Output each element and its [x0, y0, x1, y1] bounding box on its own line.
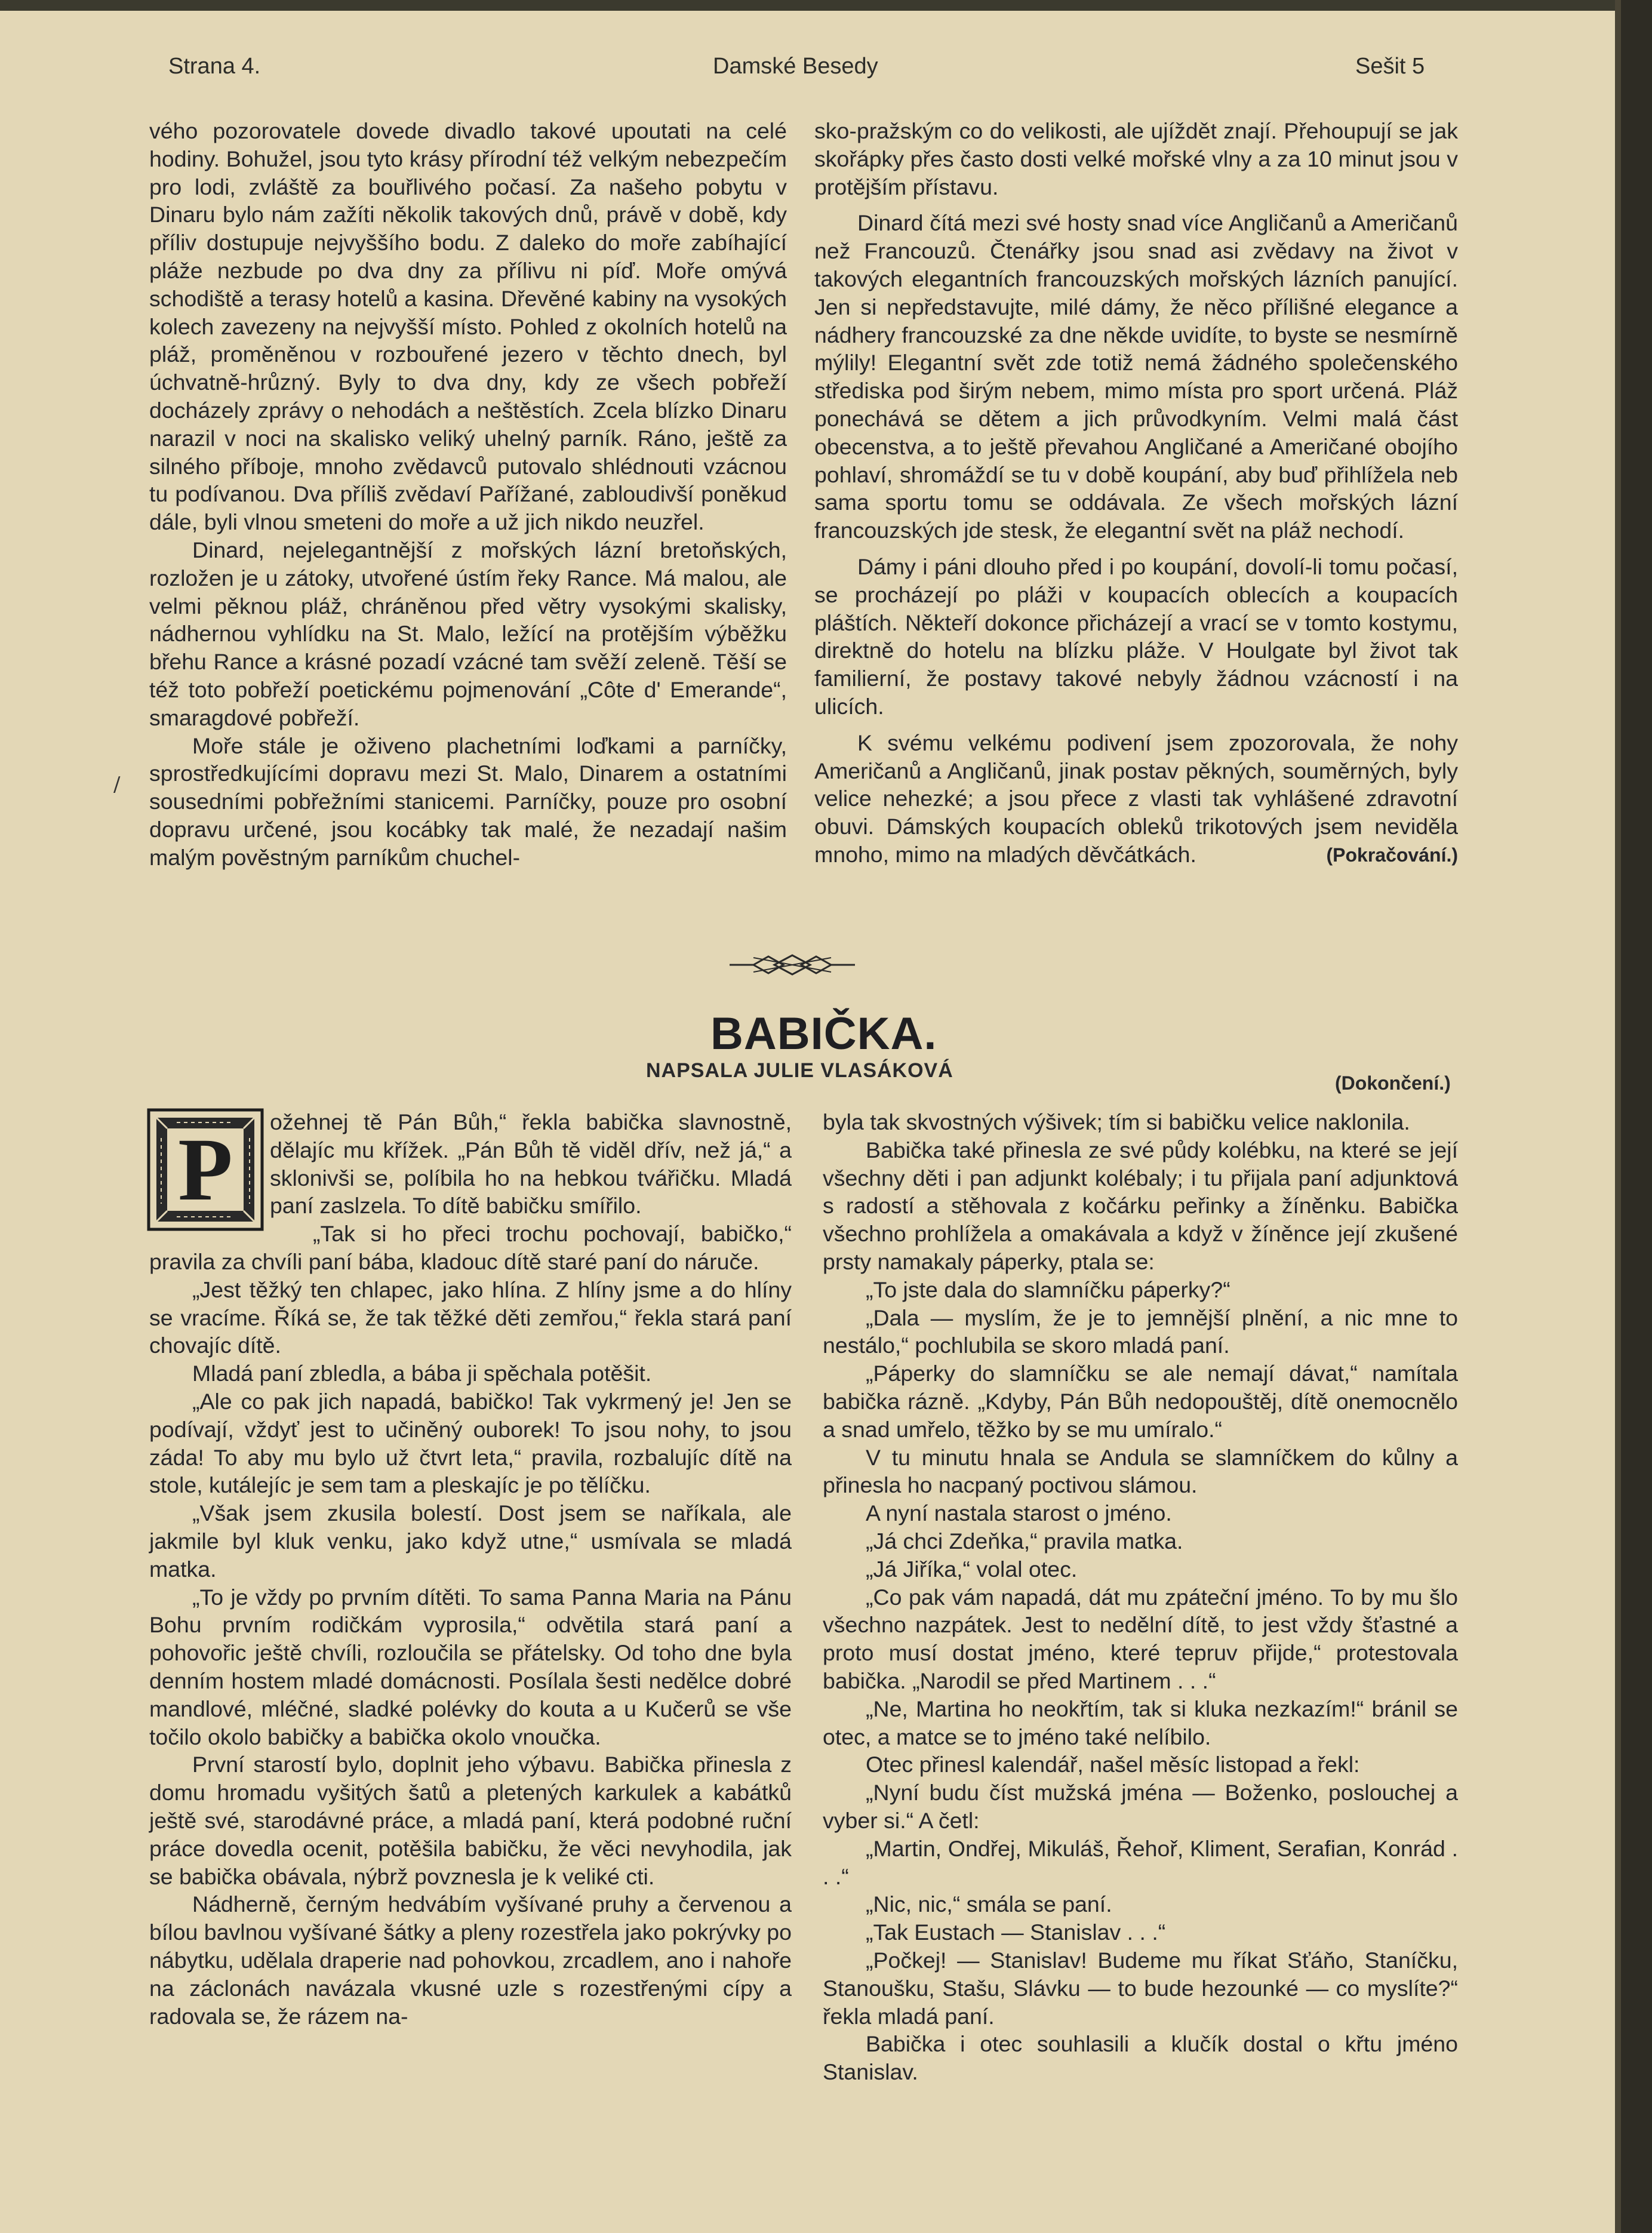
article2-title: BABIČKA. — [710, 1008, 937, 1059]
article1-paragraph: vého pozorovatele dovede divadlo takové upoutati na celé hodiny. Bohužel, jsou tyto krásy přírodní též velkým nebezpečím pro lodi, zvláště za bouřlivého počasí. Za našeho pobytu v Dinaru bylo nám zažíti několik takových dnů, právě v době, kdy příliv dostupuje nejvyššího bodu. Z daleko do moře zabíhající pláže nezbude po dva dny za přílivu ni píď. Moře omývá schodiště a terasy hotelů a kasina. Dřevěné kabiny na vysokých kolech zavezeny na nejvyšší místo. Pohled z okolních hotelů na pláž, proměněnou v rozbouřené jezero v těchto dnech, byl úchvatně-hrůzný. Byly to dva dny, kdy ze všech pobřeží docházely zprávy o nehodách a neštěstích. Zcela blízko Dinaru narazil v noci na skalisko veliký uhelný parník. Ráno, ještě za silného příboje, mnoho zvědavců putovalo shlédnouti vzácnou tu podívanou. Dva příliš zvědaví Pařížané, zabloudivší poněkud dále, byli vlnou smeteni do moře a už jich nikdo neuzřel. — [149, 118, 787, 535]
article1-paragraph: Dinard, nejelegantnější z mořských lázní bretoňských, rozložen je u zátoky, utvořené ústím řeky Rance. Má malou, ale velmi pěknou pláž, chráněnou před větry vysokými skalisky, nádhernou vyhlídku na St. Malo, ležící na protějším výběžku břehu Rance a krásné pozadí vzácné tam svěží zeleně. Těší se též toto pobřeží poetickému pojmenování „Côte d' Emerande“, smaragdové pobřeží. — [149, 537, 787, 730]
article2-paragraph: V tu minutu hnala se Andula se slamníčkem do kůlny a přinesla ho nacpaný poctivou slámou. — [823, 1444, 1458, 1498]
article2-byline: NAPSALA JULIE VLASÁKOVÁ — [646, 1059, 953, 1082]
article2-paragraph: „Jest těžký ten chlapec, jako hlína. Z hlíny jsme a do hlíny se vracíme. Říká se, že tak těžké děti zemřou,“ řekla stará paní chovajíc dítě. — [149, 1277, 792, 1358]
article2-paragraph: „Dala — myslím, že je to jemnější plnění, a nic mne to nestálo,“ pochlubila se skoro mladá paní. — [823, 1305, 1458, 1358]
continued-note: (Pokračování.) — [1326, 844, 1458, 866]
ornament-divider — [730, 953, 855, 977]
article1-paragraph: K svému velkému podivení jsem zpozorovala, že nohy Američanů a Angličanů, jinak postav pěkných, souměrných, byly velice nehezké; a jsou přece z vlasti tak vyhlášené zdravotní obuvi. Dámských koupacích obleků trikotových jsem neviděla mnoho, mimo na mladých děvčátkách. — [814, 730, 1458, 867]
article1-right-column — [814, 117, 1458, 869]
article2-paragraph: Mladá paní zbledla, a bába ji spěchala potěšit. — [192, 1361, 652, 1386]
article2-paragraph: „To jste dala do slamníčku páperky?“ — [866, 1277, 1230, 1302]
drop-cap-initial — [147, 1108, 264, 1231]
header-issue-number: Sešit 5 — [1355, 54, 1425, 79]
article1-paragraph: Dinard čítá mezi své hosty snad více Angličanů a Američanů než Francouzů. Čtenářky jsou snad asi zvědavy na život v takových elegantních francouzských mořských lázních panující. Jen si nepředstavujte, milé dámy, že něco přílišné elegance a nádhery francouzské za dne někde uvidíte, to byste se nesmírně mýlily! Elegantní svět zde totiž nemá žádného společenského střediska pod širým nebem, mimo místa pro sport určená. Pláž ponechává se dětem a jich průvodkyním. Velmi malá část obecenstva, a to ještě převahou Angličané a Američané obojího pohlaví, shromáždí se tu v době koupání, aby buď přihlížela neb sama sportu tomu se oddávala. Ze všech mořských lázní francouzských jde stesk, že elegantní svět na pláž nechodí. — [814, 210, 1458, 543]
article2-paragraph: „Tak si ho přeci trochu pochovají, babičko,“ pravila za chvíli paní bába, kladouc dítě staré paní do náruče. — [149, 1221, 792, 1274]
article2-paragraph: „Nyní budu číst mužská jména — Boženko, poslouchej a vyber si.“ A četl: — [823, 1780, 1458, 1833]
article2-paragraph: „To je vždy po prvním dítěti. To sama Panna Maria na Pánu Bohu prvním rodičkám vyprosila,“ odvětila stará paní a pohovořic ještě chvíli, rozloučila se přátelsky. Od toho dne byla denním hostem mladé domácnosti. Posílala šesti nedělce dobré mandlové, mléčné, sladké polévky do kouta a u Kučerů se vše točilo okolo babičky a babička okolo vnoučka. — [149, 1584, 792, 1749]
article1-paragraph: Moře stále je oživeno plachetními loďkami a parníčky, sprostředkujícími dopravu mezi St. Malo, Dinarem a ostatními sousedními pobřežními stanicemi. Parníčky, pouze pro osobní dopravu určené, jsou kocábky tak malé, že nezadají našim malým pověstným parníkům chuchel- — [149, 733, 787, 870]
article2-paragraph: „Co pak vám napadá, dát mu zpáteční jméno. To by mu šlo všechno nazpátek. Jest to nedělní dítě, to jest vždy šťastné a proto musí dostat jméno, které tepruv přijde,“ protestovala babička. „Narodil se před Martinem . . .“ — [823, 1584, 1458, 1693]
header-page-number: Strana 4. — [168, 54, 261, 79]
header-magazine-title: Damské Besedy — [713, 54, 878, 79]
article2-paragraph: A nyní nastala starost o jméno. — [866, 1500, 1172, 1526]
article2-paragraph: „Já chci Zdeňka,“ pravila matka. — [866, 1528, 1183, 1554]
scan-border-right-shadow — [1615, 0, 1621, 2233]
article2-paragraph: „Martin, Ondřej, Mikuláš, Řehoř, Kliment, Serafian, Konrád . . .“ — [823, 1835, 1458, 1889]
article2-paragraph: Nádherně, černým hedvábím vyšívané pruhy a červenou a bílou bavlnou vyšívané šátky a pleny rozestřela jako pokrývky po nábytku, udělala draperie nad pohovkou, zrcadlem, ano i nahoře na záclonách navázala vkusné uzle s rozestřenými cípy a radovala se, že rázem na- — [149, 1891, 792, 2029]
article2-paragraph: ožehnej tě Pán Bůh,“ řekla babička slavnostně, dělajíc mu křížek. „Pán Bůh tě viděl dřív, než já,“ a sklonivši se, políbila ho na hebkou tvářičku. Mladá paní zaslzela. To dítě babičku smířilo. — [270, 1109, 792, 1219]
article2-paragraph: „Ale co pak jich napadá, babičko! Tak vykrmený je! Jen se podívají, vždyť jest to učiněný ouborek! To jsou nohy, to jsou záda! To aby mu bylo už čtvrt leta,“ pravila, rozbalujíc dítě na stole, kutálejíc je sem tam a pleskajíc je po tělíčku. — [149, 1388, 792, 1498]
scan-border-right — [1621, 0, 1652, 2233]
article2-paragraph: „Tak Eustach — Stanislav . . .“ — [866, 1920, 1166, 1945]
article1-paragraph: Dámy i páni dlouho před i po koupání, dovolí-li tomu počasí, se procházejí po pláži v koupacích oblecích a koupacích pláštích. Někteří dokonce přicházejí a vrací se v tomto kostymu, direktně do hotelu na blízku pláže. V Houlgate byl život tak familierní, že postavy takové nebyly žádnou vzácností i na ulicích. — [814, 553, 1458, 719]
article1-left-column — [149, 117, 787, 872]
article2-paragraph: „Ne, Martina ho neokřtím, tak si kluka nezkazím!“ bránil se otec, a matce se to jméno také nelíbilo. — [823, 1696, 1458, 1749]
article2-paragraph: byla tak skvostných výšivek; tím si babičku velice naklonila. — [823, 1109, 1410, 1134]
article2-paragraph: Otec přinesl kalendář, našel měsíc listopad a řekl: — [866, 1752, 1360, 1777]
article2-right-column — [823, 1108, 1458, 2086]
article2-left-column — [149, 1108, 792, 2030]
article2-paragraph: „Páperky do slamníčku se ale nemají dávat,“ namítala babička rázně. „Kdyby, Pán Bůh nedopouštěj, dítě onemocnělo a snad umřelo, těžko by se mu umíralo.“ — [823, 1361, 1458, 1442]
article2-paragraph: Babička také přinesla ze své půdy kolébku, na které se její všechny děti i pan adjunkt kolébaly; i tu přijala paní adjunktová s radostí a stěhovala z kočárku peřinky a žíněnku. Babička všechno prohlížela a omakávala a když v žíněnce její zkušené prsty namakaly páperky, ptala se: — [823, 1137, 1458, 1274]
article2-paragraph: „Já Jiříka,“ volal otec. — [866, 1556, 1078, 1582]
article1-paragraph: sko-pražským co do velikosti, ale ujíždět znají. Přehoupují se jak skořápky přes často dosti velké mořské vlny a za 10 minut jsou v protějším přístavu. — [814, 118, 1458, 199]
margin-pencil-mark: / — [113, 773, 121, 796]
article2-paragraph: „Však jsem zkusila bolestí. Dost jsem se naříkala, ale jakmile byl kluk venku, jako když utne,“ usmívala se mladá matka. — [149, 1500, 792, 1582]
article2-paragraph: „Nic, nic,“ smála se paní. — [866, 1891, 1112, 1917]
concluded-note: (Dokončení.) — [1335, 1072, 1451, 1094]
drop-cap-letter: P — [178, 1120, 233, 1219]
scan-border-top — [0, 0, 1652, 11]
article2-paragraph: První starostí bylo, doplnit jeho výbavu. Babička přinesla z domu hromadu vyšitých šatů a pletených karkulek a kabátků ještě své, starodávné práce, a mladá paní, která podobné ruční práce dovedla ocenit, potěšila babičku, že věci nevyhodila, jak se babička obávala, nýbrž povznesla je k veliké cti. — [149, 1752, 792, 1889]
article2-paragraph: Babička i otec souhlasili a klučík dostal o křtu jméno Stanislav. — [823, 2031, 1458, 2085]
article2-paragraph: „Počkej! — Stanislav! Budeme mu říkat Sťáňo, Staníčku, Stanoušku, Stašu, Slávku — to bude hezounké — co myslíte?“ řekla mladá paní. — [823, 1947, 1458, 2029]
